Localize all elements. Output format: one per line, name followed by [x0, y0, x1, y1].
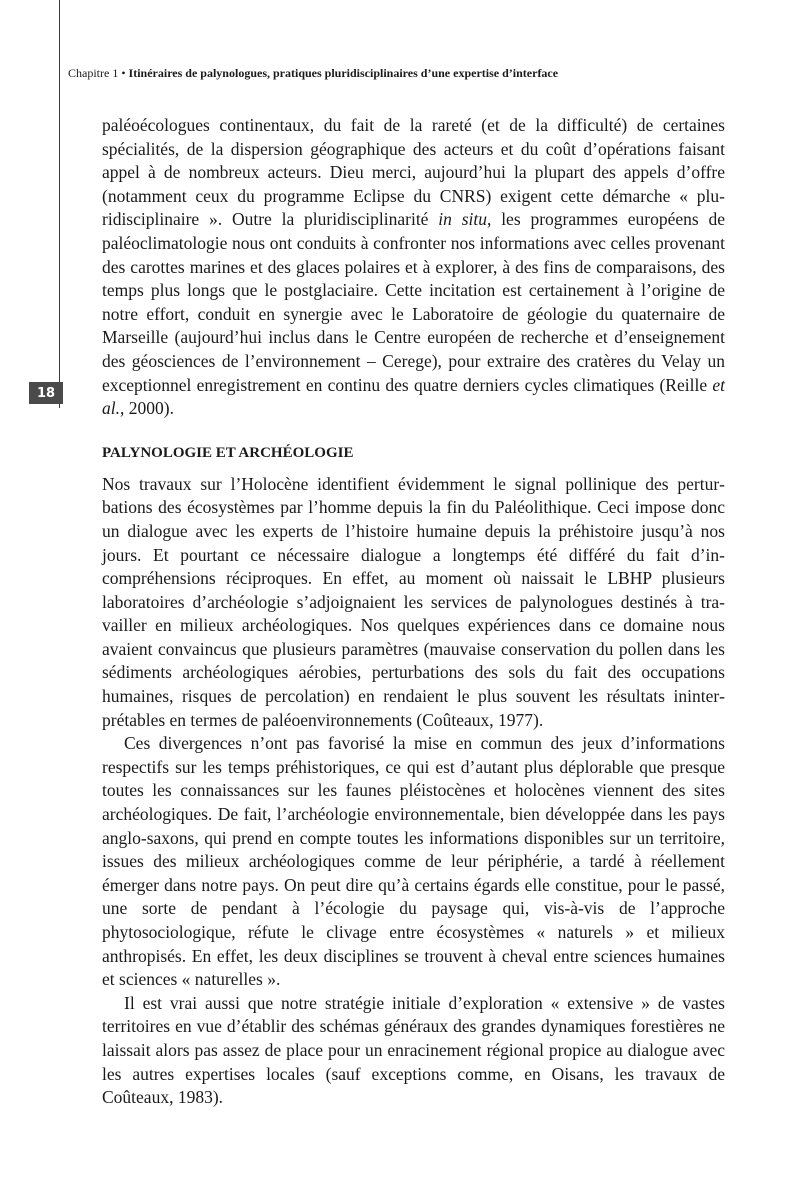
paragraph-4: Il est vrai aussi que notre stratégie initiale d’exploration « extensive » de vastes territoires en vue d’établir des schémas généraux des grandes dynamiques forestières ne laissait alors pas assez de place pour un enracinement régional propice au dialogue avec les autres expertises locales (sauf exceptions comme, en Oisans, les travaux de Coûteaux, 1983). [102, 992, 725, 1108]
page-body [102, 114, 725, 1110]
chapter-title: Itinéraires de palynologues, pratiques pluridisciplinaires d’une expertise d’interface [128, 66, 559, 80]
paragraph-1 [102, 114, 725, 421]
paragraph-1-italic-et-al: et al. [102, 374, 725, 419]
margin-rule [59, 0, 60, 408]
paragraph-2: Nos travaux sur l’Holocène identifient évidemment le signal pollinique des perturbations des écosystèmes par l’homme depuis la fin du Paléolithique. Ceci impose donc un dialogue avec les experts de l’histoire humaine depuis la préhistoire jusqu’à nos jours. Et pourtant ce nécessaire dialogue a longtemps été différé du fait d’incompréhensions réciproques. En effet, au moment où naissait le LBHP plusieurs laboratoires d’archéologie s’adjoignaient les services de palynologues destinés à travailler en milieux archéologiques. Nos quelques expériences dans ce domaine nous avaient convaincus que plusieurs paramètres (mauvaise conservation du pollen dans les sédiments archéologiques aérobies, perturbations des sols du fait des occupations humaines, risques de percolation) en rendaient le plus souvent les résultats ininterprétables en termes de paléoenvironnements (Coûteaux, 1977). [102, 473, 725, 730]
paragraph-3: Ces divergences n’ont pas favorisé la mise en commun des jeux d’informations respectifs sur les temps préhistoriques, ce qui est d’autant plus déplorable que presque toutes les connaissances sur les faunes pléistocènes et holocènes viennent des sites archéologiques. De fait, l’archéologie environnementale, bien développée dans les pays anglo-saxons, qui prend en compte toutes les informations disponibles sur un territoire, issues des milieux archéologiques comme de leur périphérie, a tardé à réellement émerger dans notre pays. On peut dire qu’à certains égards elle constitue, pour le passé, une sorte de pendant à l’écologie du paysage qui, vis-à-vis de l’approche phytosociologique, réfute le clivage entre écosystèmes « naturels » et milieux anthropisés. En effet, les deux disciplines se trouvent à cheval entre sciences humaines et sciences « naturelles ». [102, 733, 725, 990]
paragraph-1-text-c: , 2000). [120, 398, 174, 419]
paragraph-1-text-b: , les programmes européens de paléoclimatologie nous ont conduits à confronter nos informations avec celles provenant des carottes marines et des glaces polaires et à explorer, à des fins de comparaisons, des temps plus longs que le postglaciaire. Cette incitation est certainement à l’origine de notre effort, conduit en synergie avec le Laboratoire de géologie du quaternaire de Marseille (aujourd’hui inclus dans le Centre européen de recherche et d’enseignement des géosciences de l’environnement – Cerege), pour extraire des cratères du Velay un exceptionnel enregistrement en continu des quatre derniers cycles climatiques (Reille [102, 209, 725, 395]
paragraph-1-text-a: paléoécologues continentaux, du fait de la rareté (et de la difficulté) de certaines spécialités, de la dispersion géographique des acteurs et du coût d’opérations faisant appel à de nombreux acteurs. Dieu merci, aujourd’hui la plupart des appels d’offre (notamment ceux du programme Eclipse du CNRS) exigent cette démarche « pluridisciplinaire ». Outre la pluridisciplinarité [102, 115, 725, 230]
section-heading: PALYNOLOGIE ET ARCHÉOLOGIE [102, 444, 354, 461]
chapter-label: Chapitre 1 • [68, 66, 126, 80]
paragraph-1-italic-in-situ: in situ [438, 209, 487, 230]
running-header [68, 66, 748, 80]
page-number: 18 [29, 382, 63, 404]
